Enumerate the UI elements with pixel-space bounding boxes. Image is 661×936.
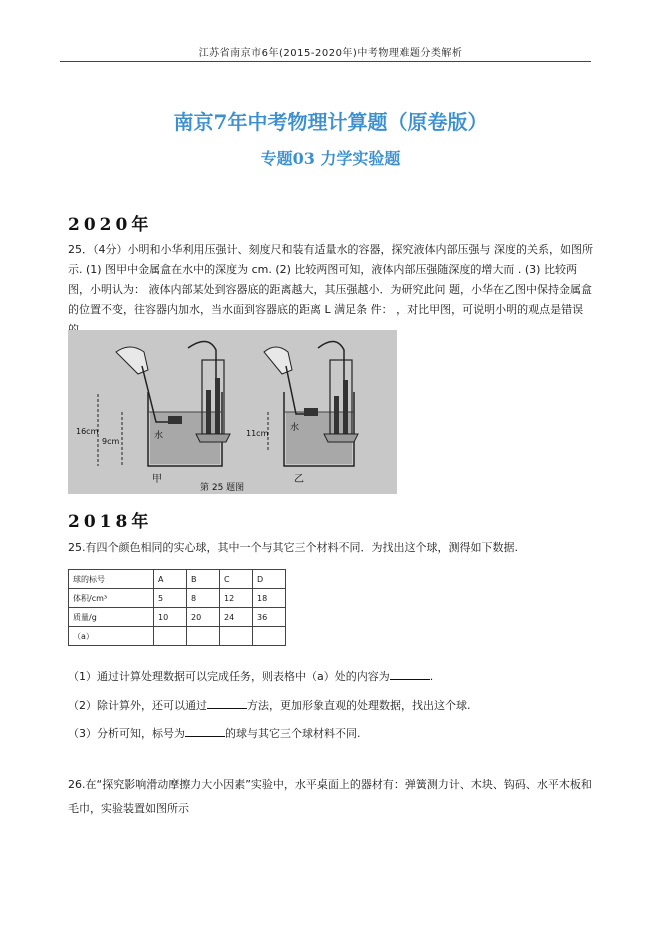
subquestion-3-text: （3）分析可知，标号为 [68, 727, 185, 740]
pressure-experiment-figure [68, 330, 397, 494]
table-cell: 12 [220, 589, 253, 608]
table-cell: B [187, 570, 220, 589]
table-cell: 36 [253, 608, 286, 627]
figure-illustration [68, 330, 397, 494]
subquestion-2 [68, 696, 471, 713]
table-cell [154, 627, 187, 646]
year-heading-2018: 2018年 [68, 512, 153, 532]
table-row [69, 570, 286, 589]
table-row [69, 608, 286, 627]
label-jia: 甲 [152, 474, 162, 485]
table-cell: 球的标号 [69, 570, 154, 589]
document-subtitle: 专题03 力学实验题 [260, 149, 401, 168]
question-25-2020: 25．（4分）小明和小华利用压强计、刻度尺和装有适量水的容器，探究液体内部压强与 深度的关系，如图所示. (1) 图甲中金属盒在水中的深度为 cm. (2) 比较两图可知，液体内部压强随深度的增大而 . (3) 比较两图，小明认为： 液体内部某处到容器底的距离越大，其压强越小．为研究此问 题，小华在乙图中保持金属盒的位置不变，往容器内加水，当水面到容器底的距离 L 满足条 件： ，对比甲图，可说明小明的观点是错误 [68, 243, 593, 316]
subquestion-1-end: . [429, 670, 434, 683]
table-cell [220, 627, 253, 646]
table-cell: D [253, 570, 286, 589]
subquestion-1-text: （1）通过计算处理数据可以完成任务，则表格中（a）处的内容为 [68, 670, 390, 683]
table-cell [187, 627, 220, 646]
label-yi: 乙 [294, 474, 304, 485]
figure-caption: 第 25 题图 [200, 483, 245, 493]
label-11cm: 11cm [246, 429, 269, 438]
label-16cm: 16cm [76, 427, 99, 436]
running-header: 江苏省南京市6年(2015-2020年)中考物理难题分类解析 [198, 48, 463, 59]
subquestion-2-text: （2）除计算外，还可以通过 [68, 699, 207, 712]
question-26-2018: 26.在“探究影响滑动摩擦力大小因素”实验中，水平桌面上的器材有：弹簧测力计、木块、钩码、水平木板和毛巾，实验装置如图所示 [68, 778, 592, 815]
table-cell: 20 [187, 608, 220, 627]
label-9cm: 9cm [102, 437, 120, 446]
ball-data-table [68, 569, 286, 646]
header-divider [60, 61, 591, 62]
answer-blank-2 [207, 696, 247, 709]
subquestion-3 [68, 724, 361, 741]
table-cell [253, 627, 286, 646]
subquestion-2-end: 方法，更加形象直观的处理数据，找出这个球. [247, 699, 471, 712]
water-label-left: 水 [154, 431, 164, 441]
subquestion-1 [68, 667, 433, 684]
table-cell: 24 [220, 608, 253, 627]
document-title: 南京7年中考物理计算题（原卷版） [173, 110, 488, 134]
table-cell: C [220, 570, 253, 589]
year-heading-2020: 2020年 [68, 215, 153, 235]
question-25-2018: 25.有四个颜色相同的实心球，其中一个与其它三个材料不同．为找出这个球，测得如下数据. [68, 541, 518, 554]
water-label-right: 水 [290, 423, 300, 433]
table-cell: 10 [154, 608, 187, 627]
table-cell: 体积/cm³ [69, 589, 154, 608]
subquestion-3-end: 的球与其它三个球材料不同. [225, 727, 361, 740]
answer-blank-1 [390, 667, 430, 680]
table-row [69, 589, 286, 608]
answer-blank-3 [185, 724, 225, 737]
table-cell: A [154, 570, 187, 589]
table-cell: 18 [253, 589, 286, 608]
table-cell: 8 [187, 589, 220, 608]
table-cell: 5 [154, 589, 187, 608]
table-cell: （a） [69, 627, 154, 646]
table-cell: 质量/g [69, 608, 154, 627]
table-row [69, 627, 286, 646]
